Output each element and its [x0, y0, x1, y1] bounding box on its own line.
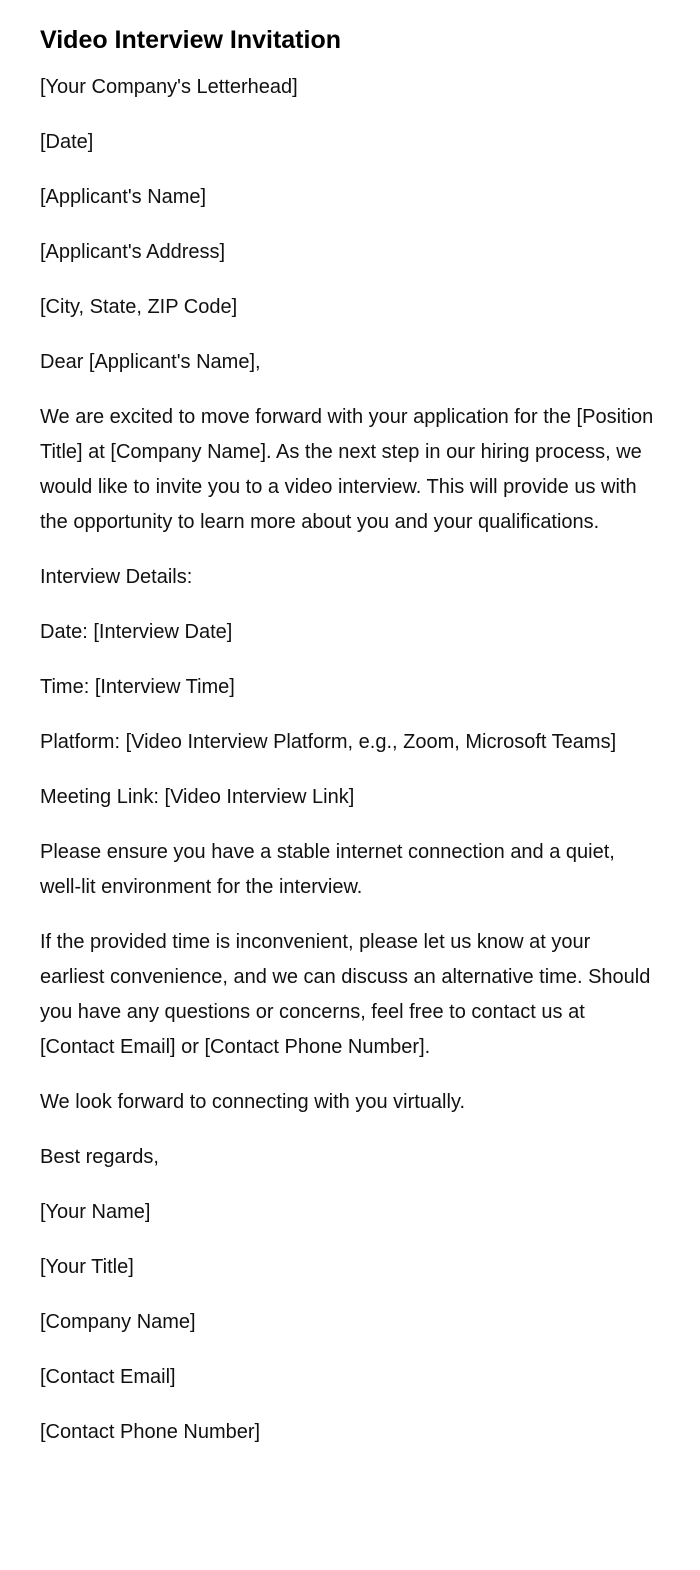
interview-time-line: Time: [Interview Time] — [40, 676, 235, 698]
applicant-name-placeholder: [Applicant's Name] — [40, 186, 207, 208]
salutation: Dear [Applicant's Name], — [40, 351, 261, 373]
interview-platform-line: Platform: [Video Interview Platform, e.g., Zoom, Microsoft Teams] — [40, 731, 617, 753]
sender-name-placeholder: [Your Name] — [40, 1201, 151, 1223]
interview-date-line: Date: [Interview Date] — [40, 621, 233, 643]
sign-off: Best regards, — [40, 1146, 159, 1168]
applicant-address-placeholder: [Applicant's Address] — [40, 241, 226, 263]
contact-phone-placeholder: [Contact Phone Number] — [40, 1421, 261, 1443]
reschedule-paragraph: If the provided time is inconvenient, please let us know at your earliest convenience, and we can discuss an alternative time. Should you have any questions or concerns, feel free to contact us at [Contact Email] or [Contact Phone Number]. — [40, 931, 651, 1058]
city-state-zip-placeholder: [City, State, ZIP Code] — [40, 296, 238, 318]
connection-paragraph: Please ensure you have a stable internet connection and a quiet, well-lit environment for the interview. — [40, 841, 615, 898]
meeting-link-line: Meeting Link: [Video Interview Link] — [40, 786, 355, 808]
letterhead-placeholder: [Your Company's Letterhead] — [40, 76, 298, 98]
document-title: Video Interview Invitation — [40, 26, 341, 54]
date-placeholder: [Date] — [40, 131, 94, 153]
sender-title-placeholder: [Your Title] — [40, 1256, 134, 1278]
intro-paragraph: We are excited to move forward with your application for the [Position Title] at [Company Name]. As the next step in our hiring process, we would like to invite you to a video interview. This will provide us with the opportunity to learn more about you and your qualifications. — [40, 406, 654, 533]
contact-email-placeholder: [Contact Email] — [40, 1366, 176, 1388]
closing-statement: We look forward to connecting with you virtually. — [40, 1091, 466, 1113]
interview-details-heading: Interview Details: — [40, 566, 193, 588]
company-name-placeholder: [Company Name] — [40, 1311, 196, 1333]
